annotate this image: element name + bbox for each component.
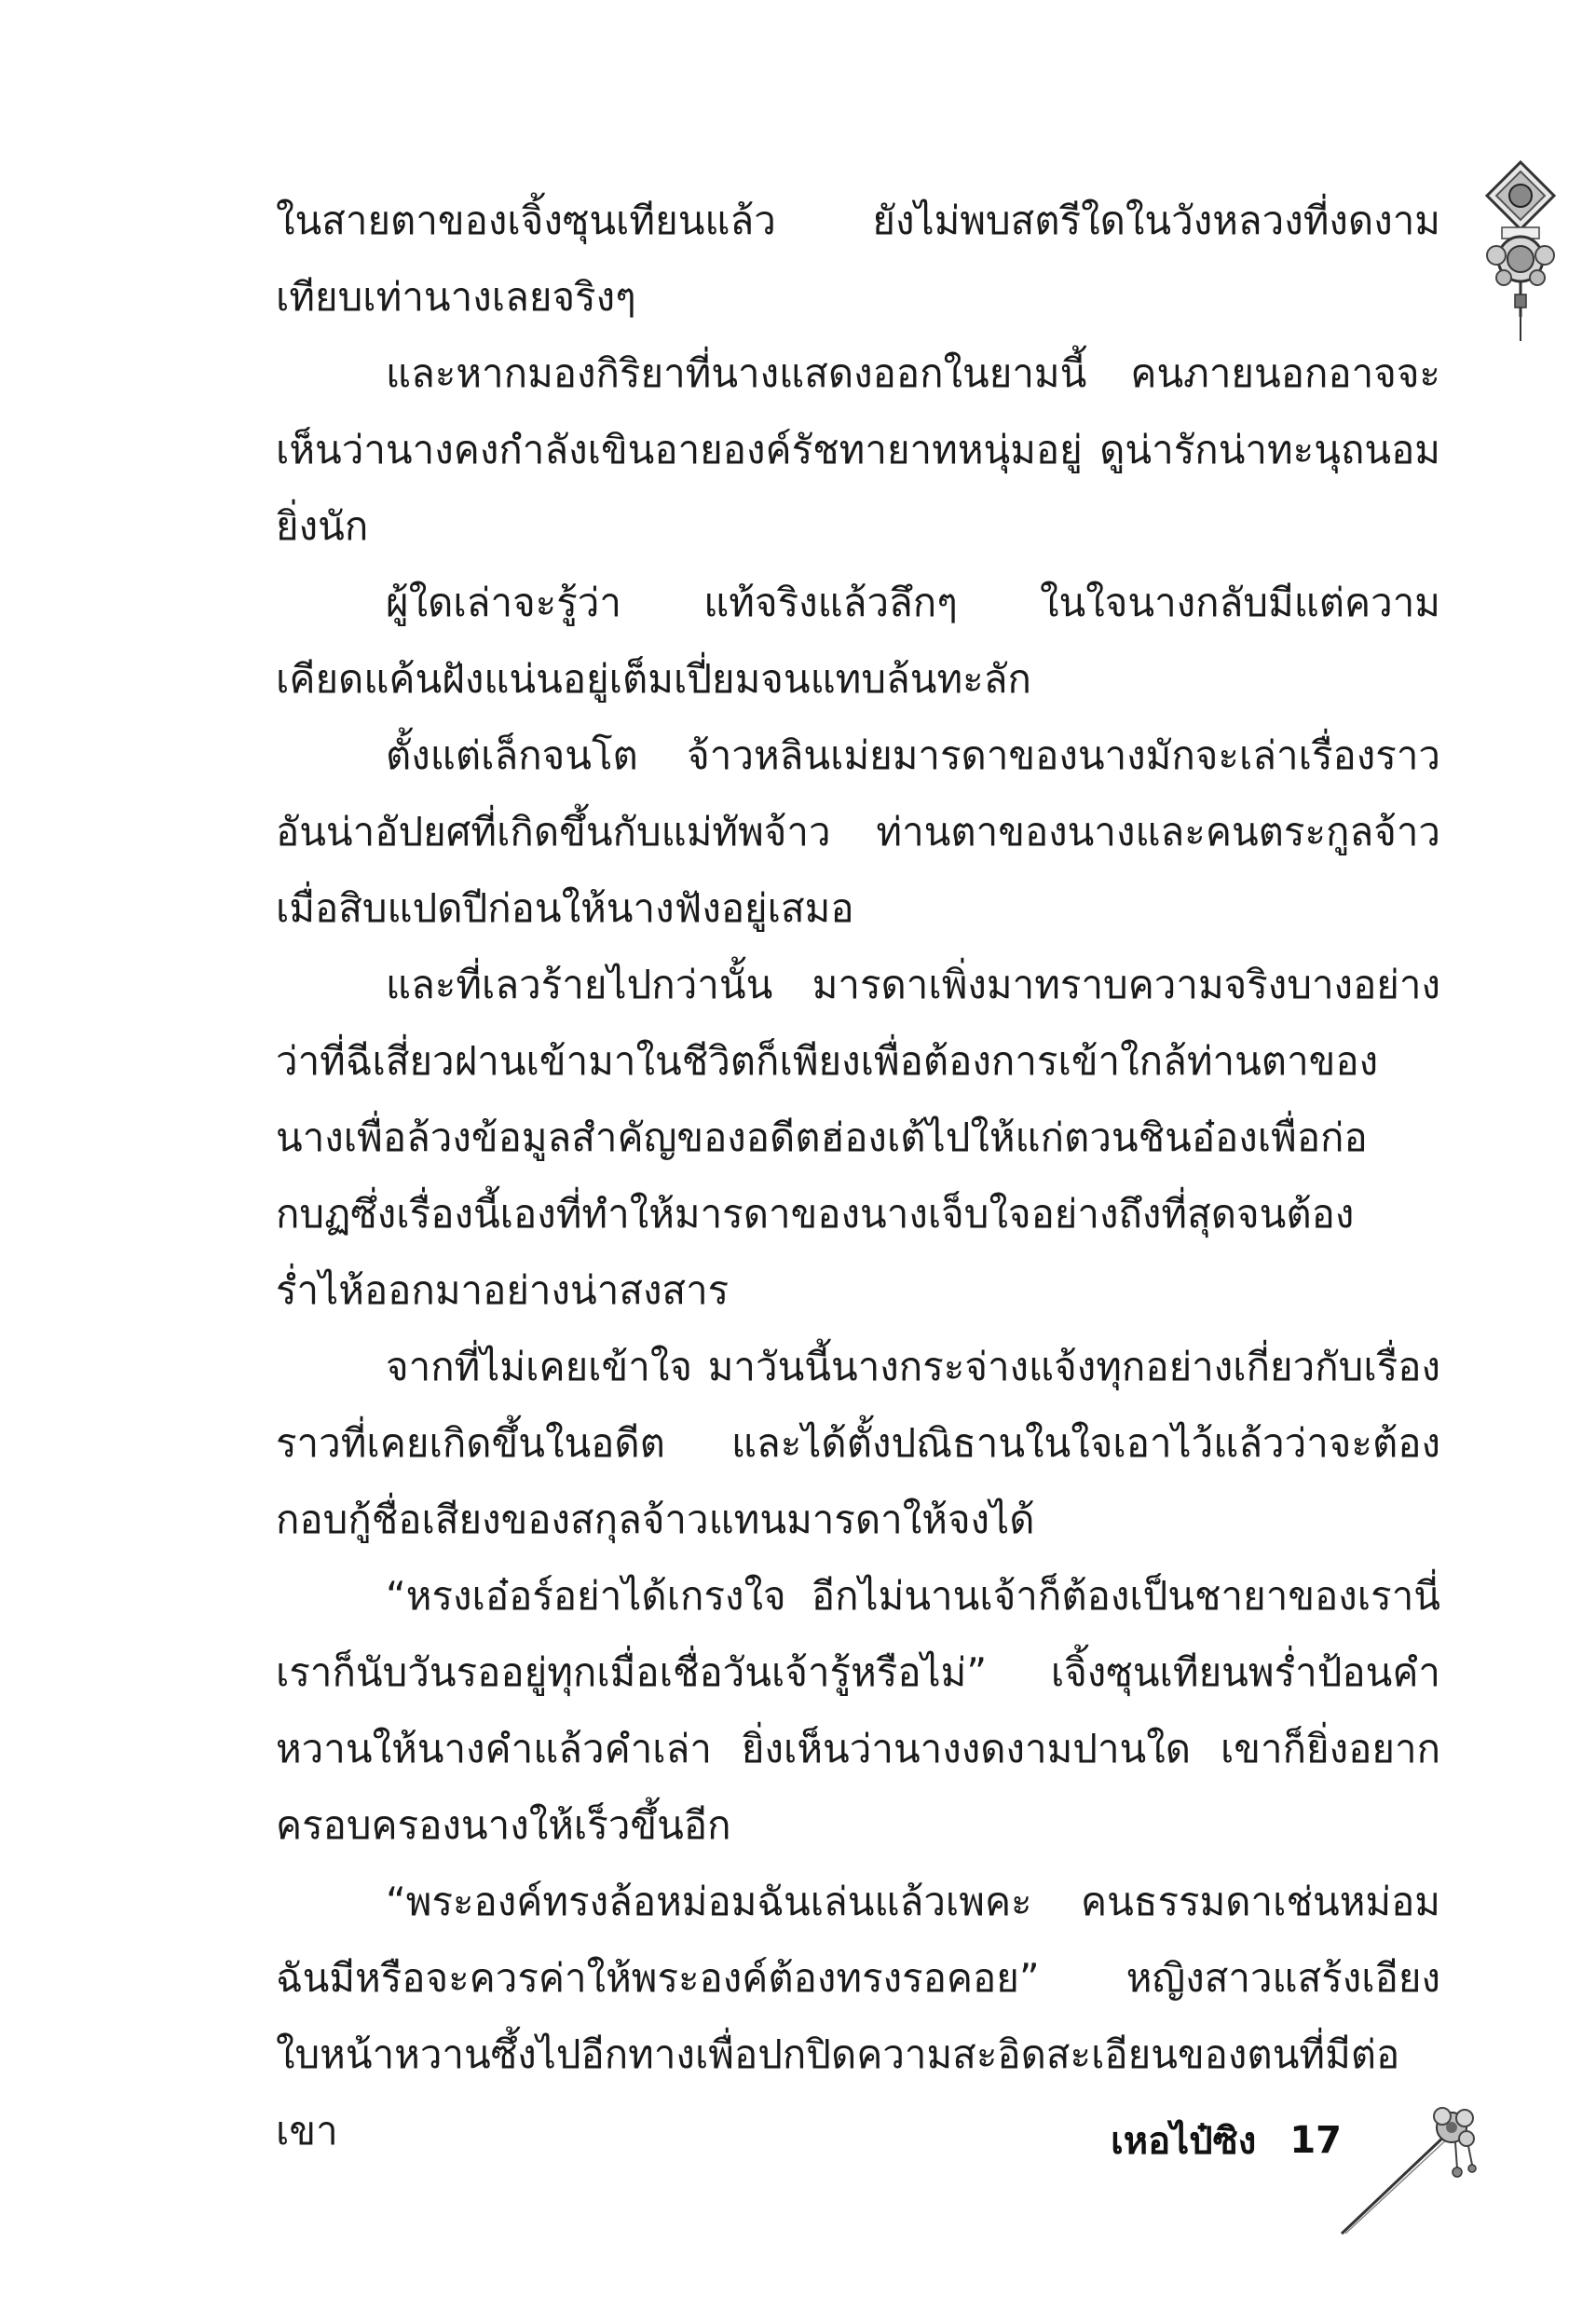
paragraph: จากที่ไม่เคยเข้าใจ มาวันนี้นางกระจ่างแจ้งทุกอย่างเกี่ยวกับเรื่องราวที่เคยเกิดขึ้นในอดีต และได้ตั้งปณิธานในใจเอาไว้แล้วว่าจะต้องกอบกู้ชื่อเสียงของสกุลจ้าวแทนมารดาให้จงได้: [276, 1344, 1440, 1542]
body-text: [276, 183, 1440, 2169]
book-title: เหอไป๋ซิง: [1111, 2120, 1257, 2163]
page-number: 17: [1289, 2119, 1342, 2162]
paragraph: ผู้ใดเล่าจะรู้ว่า แท้จริงแล้วลึกๆ ในใจนางกลับมีแต่ความเคียดแค้นฝังแน่นอยู่เต็มเปี่ยมจนแทบล้นทะลัก: [276, 580, 1440, 702]
paragraph: ตั้งแต่เล็กจนโต จ้าวหลินเม่ยมารดาของนางมักจะเล่าเรื่องราวอันน่าอัปยศที่เกิดขึ้นกับแม่ทัพจ้าว ท่านตาของนางและคนตระกูลจ้าวเมื่อสิบแปดปีก่อนให้นางฟังอยู่เสมอ: [276, 732, 1440, 931]
paragraph: และหากมองกิริยาที่นางแสดงออกในยามนี้ คนภายนอกอาจจะเห็นว่านางคงกำลังเขินอายองค์รัชทายาทหนุ่มอยู่ ดูน่ารักน่าทะนุถนอมยิ่งนัก: [276, 350, 1440, 549]
page-footer: [1044, 2108, 1342, 2173]
paragraph: “พระองค์ทรงล้อหม่อมฉันเล่นแล้วเพคะ คนธรรมดาเช่นหม่อมฉันมีหรือจะควรค่าให้พระองค์ต้องทรงรอคอย” หญิงสาวแสร้งเอียงใบหน้าหวานซึ้งไปอีกทางเพื่อปกปิดความสะอิดสะเอียนของตนที่มีต่อเขา: [276, 1879, 1440, 2154]
paragraph: และที่เลวร้ายไปกว่านั้น มารดาเพิ่งมาทราบความจริงบางอย่างว่าที่ฉีเสี่ยวฝานเข้ามาในชีวิตก็เพียงเพื่อต้องการเข้าใกล้ท่านตาของนางเพื่อล้วงข้อมูลสำคัญของอดีตฮ่องเต้ไปให้แก่ตวนชินอ๋องเพื่อก่อกบฏซึ่งเรื่องนี้เองที่ทำให้มารดาของนางเจ็บใจอย่างถึงที่สุดจนต้องร่ำไห้ออกมาอย่างน่าสงสาร: [276, 962, 1440, 1313]
paragraph: ในสายตาของเจิ้งซุนเทียนแล้ว ยังไม่พบสตรีใดในวังหลวงที่งดงามเทียบเท่านางเลยจริงๆ: [276, 198, 1440, 320]
paragraph: “หรงเอ๋อร์อย่าได้เกรงใจ อีกไม่นานเจ้าก็ต้องเป็นชายาของเรานี่เราก็นับวันรออยู่ทุกเมื่อเชื่อวันเจ้ารู้หรือไม่” เจิ้งซุนเทียนพร่ำป้อนคำหวานให้นางคำแล้วคำเล่า ยิ่งเห็นว่านางงดงามปานใด เขาก็ยิ่งอยากครอบครองนางให้เร็วขึ้นอีก: [276, 1573, 1440, 1848]
chinese-ornament-icon: [1474, 158, 1567, 345]
hairpin-icon: [1332, 2101, 1481, 2241]
